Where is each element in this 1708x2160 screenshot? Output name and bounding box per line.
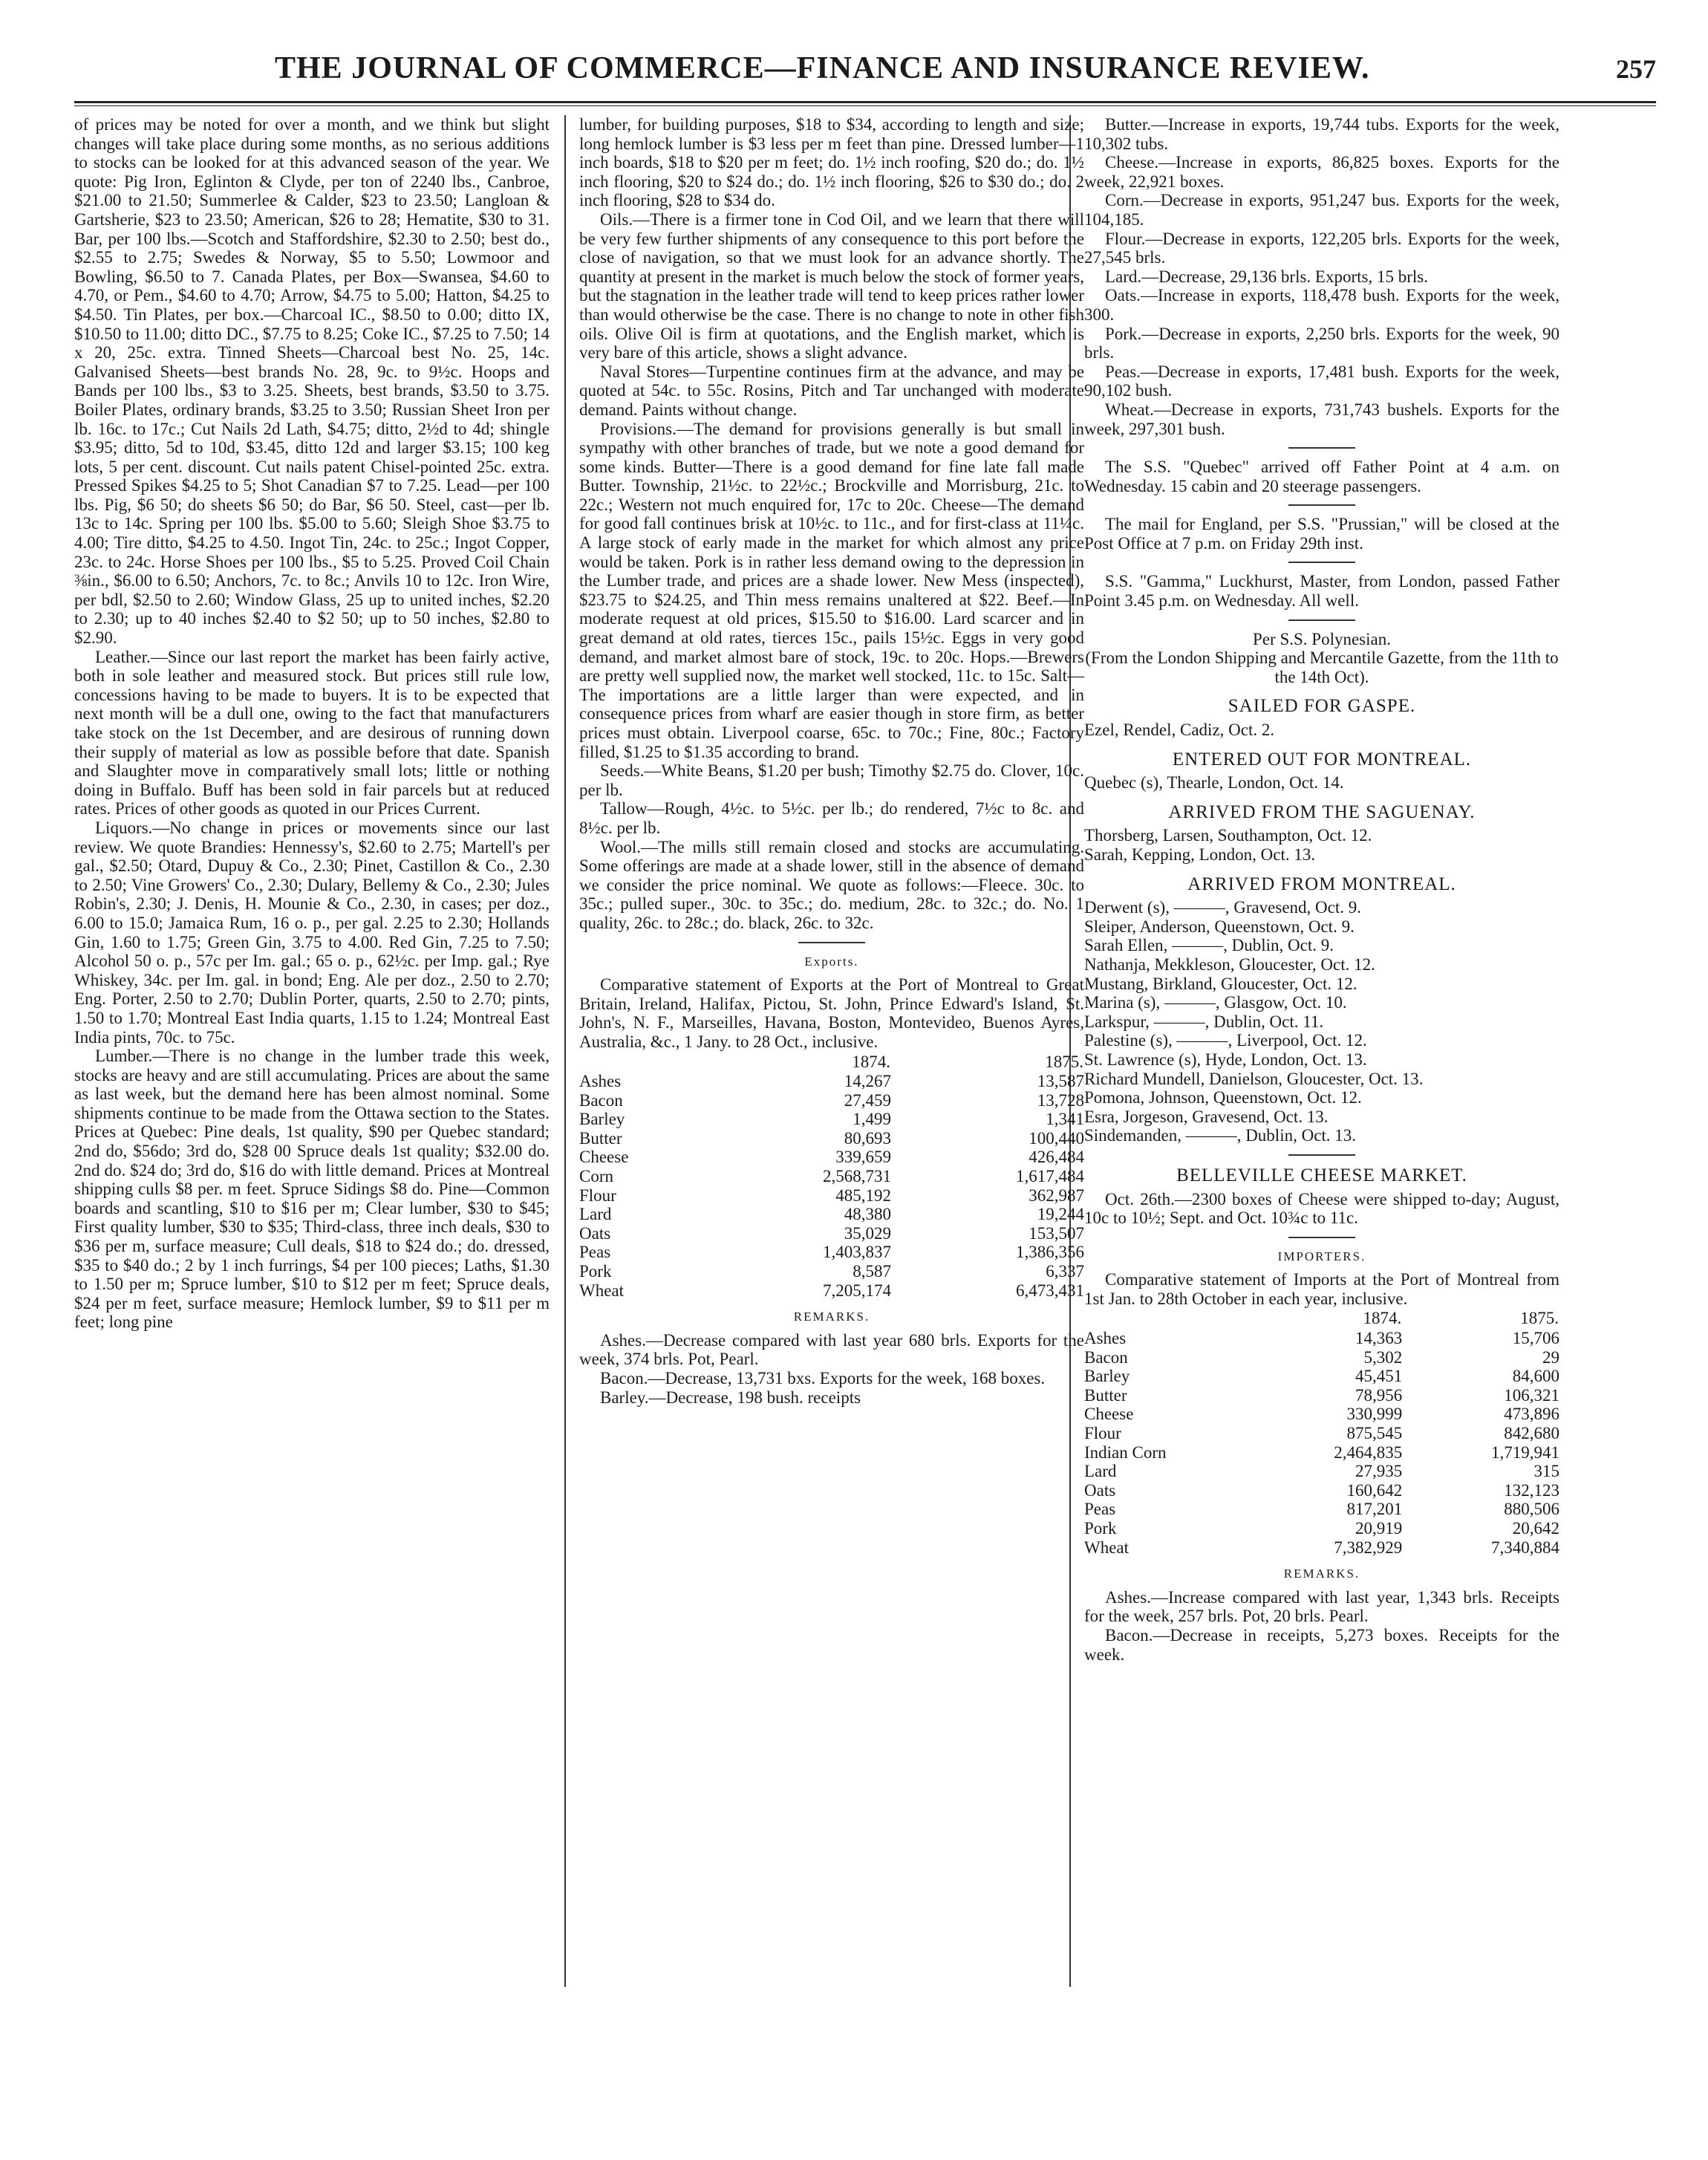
naval-stores-paragraph: Naval Stores—Turpentine continues firm at the advance, and may be quoted at 54c. to 55c. Rosins, Pitch and Tar unchanged with moderate demand. Paints without change. <box>579 362 1084 419</box>
table-row <box>579 1167 1084 1186</box>
table-row <box>579 1205 1084 1224</box>
remark-oats: Oats.—Increase in exports, 118,478 bush. Exports for the week, 300. <box>1084 286 1559 324</box>
journal-title: THE JOURNAL OF COMMERCE—FINANCE AND INSURANCE REVIEW. <box>275 51 1370 85</box>
row-label: Peas <box>579 1243 611 1262</box>
imports-table-header <box>1084 1308 1559 1329</box>
row-value: 339,659 <box>835 1148 891 1167</box>
remark-barley: Barley.—Decrease, 198 bush. receipts <box>600 1388 861 1407</box>
row-label: Barley <box>579 1110 625 1129</box>
row-value: 100,440 <box>1029 1128 1084 1148</box>
oils-paragraph: Oils.—There is a firmer tone in Cod Oil, and we learn that there will be very few further shipments of any consequence to this port before the close of navigation, so that we must look for an advance shortly. The quantity at present in the market is much below the stock of former years, but the stagnation in the leather trade will tend to keep prices rather lower than would otherwise be the case. There is no change to note in other fish oils. Olive Oil is firm at quotations, and the English market, which is very bare of this article, shows a slight advance. <box>579 209 1084 362</box>
row-value: 315 <box>1533 1462 1559 1481</box>
imports-table <box>1084 1308 1559 1557</box>
row-value: 1,386,356 <box>1016 1243 1084 1262</box>
table-row <box>579 1186 1084 1206</box>
row-value: 13,587 <box>1037 1072 1084 1091</box>
row-label: Barley <box>1084 1367 1130 1386</box>
row-value: 35,029 <box>844 1223 891 1243</box>
section-rule <box>1288 504 1355 506</box>
saguenay-heading: ARRIVED FROM THE SAGUENAY. <box>1168 801 1476 822</box>
header-rule-thin <box>74 105 1656 106</box>
table-row <box>1084 1500 1559 1519</box>
belleville-heading: BELLEVILLE CHEESE MARKET. <box>1176 1165 1467 1185</box>
gaspe-heading: SAILED FOR GASPE. <box>1228 696 1416 717</box>
news-quebec: The S.S. "Quebec" arrived off Father Point at 4 a.m. on Wednesday. 15 cabin and 20 steerage passengers. <box>1084 458 1559 495</box>
row-value: 153,507 <box>1029 1223 1084 1243</box>
page-header <box>74 51 1656 103</box>
seeds-paragraph: Seeds.—White Beans, $1.20 per bush; Timothy $2.75 do. Clover, 10c. per lb. <box>579 761 1084 799</box>
row-label: Bacon <box>1084 1347 1128 1367</box>
row-value: 14,267 <box>844 1072 891 1091</box>
table-row <box>1084 1367 1559 1386</box>
column-1 <box>74 115 550 1332</box>
iron-prices-paragraph: of prices may be noted for over a month, and we think but slight changes will take place during some months, as no serious additions to stocks can be looked for at this advanced season of the year. We quote: Pig Iron, Eglinton & Clyde, per ton of 2240 lbs., Canbroe, $21.00 to 21.50; Summerlee & Calder, $23 to 23.50; Langloan & Gartsherie, $23 to 23.50; American, $26 to 28; Hematite, $30 to 31. Bar, per 100 lbs.—Scotch and Staffordshire, $2.30 to 2.50; best do., $2.55 to 2.75; Swedes & Norway, $5 to 5.50; Lowmoor and Bowling, $6.50 to 7. Canada Plates, per Box—Swansea, $4.60 to 4.70, or Pem., $4.60 to 4.70; Arrow, $4.75 to 5.00; Hatton, $4.25 to $4.50. Tin Plates, per box.—Charcoal IC., $8.50 to 0.00; ditto IX, $10.50 to 11.00; ditto DC., $7.75 to 8.25; Coke IC., $7.25 to 7.50; 14 x 20, 25c. extra. Tinned Sheets—Charcoal best No. 25, 14c. Galvanised Sheets—best brands No. 28, 9c. to 9½c. Hoops and Bands per 100 lbs., $3 to 3.25. Sheets, best brands, $3.50 to 3.75. Boiler Plates, ordinary brands, $3.25 to 3.50; Russian Sheet Iron per lb. 16c. to 17c.; Cut Nails 2d Lath, $4.75; ditto, 2½d to 4d; shingle $3.95; ditto, 5d to 10d, $3.45, ditto 12d and larger $3.15; 100 keg lots, 5 per cent. discount. Cut nails patent Chisel-pointed 25c. extra. Pressed Spikes $4.25 to 5; Shot Canadian $7 to 7.25. Lead—per 100 lbs. Pig, $6 50; do sheets $6 50; do Bar, $6 50. Steel, cast—per lb. 13c to 14c. Spring per 100 lbs. $5.00 to 5.60; Sleigh Shoe $3.75 to 4.00; Tire ditto, $4.25 to 4.50. Ingot Tin, 24c. to 25c.; Ingot Copper, 23c. to 24c. Horse Shoes per 100 lbs., $5 to 5.25. Proved Coil Chain ⅜in., $6.00 to 6.50; Anchors, 7c. to 8c.; Anvils 10 to 12c. Iron Wire, per bdl, $2.50 to 2.60; Window Glass, 25 up to united inches, $2.20 to 2.30; up to 40 inches $2.40 to $2 50; up to 50 inches, $2.80 to $2.90. <box>74 115 550 648</box>
row-label: Butter <box>1084 1385 1127 1405</box>
remark-lard: Lard.—Decrease, 29,136 brls. Exports, 15 brls. <box>1105 267 1428 286</box>
row-label: Pork <box>579 1262 612 1281</box>
belleville-entry: Oct. 26th.—2300 boxes of Cheese were shipped to-day; August, 10c to 10½; Sept. and Oct. 10¾c to 11c. <box>1084 1189 1559 1228</box>
row-label: Wheat <box>579 1281 625 1300</box>
table-row <box>1084 1519 1559 1538</box>
row-label: Butter <box>579 1128 622 1148</box>
row-label: Lard <box>1084 1462 1117 1481</box>
exports-remarks-heading: REMARKS. <box>793 1310 870 1324</box>
arrival-entry: Sarah Ellen, ———, Dublin, Oct. 9. <box>1084 936 1334 955</box>
row-value: 1,719,941 <box>1491 1442 1559 1462</box>
saguenay-entry: Sarah, Kepping, London, Oct. 13. <box>1084 845 1316 864</box>
remark-corn: Corn.—Decrease in exports, 951,247 bus. Exports for the week, 104,185. <box>1084 191 1559 229</box>
row-value: 473,896 <box>1504 1405 1559 1424</box>
table-row <box>1084 1329 1559 1348</box>
remark-peas: Peas.—Decrease in exports, 17,481 bush. Exports for the week, 90,102 bush. <box>1084 362 1559 400</box>
row-value: 45,451 <box>1355 1367 1403 1386</box>
table-row <box>1084 1462 1559 1481</box>
arrival-entry: Nathanja, Mekkleson, Gloucester, Oct. 12. <box>1084 954 1375 974</box>
row-label: Bacon <box>579 1090 623 1110</box>
row-label: Indian Corn <box>1084 1442 1167 1462</box>
row-value: 330,999 <box>1346 1405 1403 1424</box>
row-label: Ashes <box>579 1072 622 1091</box>
row-value: 5,302 <box>1363 1347 1403 1367</box>
table-row <box>579 1129 1084 1148</box>
row-label: Oats <box>1084 1480 1116 1500</box>
polynesian-heading: Per S.S. Polynesian. <box>1253 629 1391 648</box>
row-label: Pork <box>1084 1519 1117 1538</box>
remark-wheat: Wheat.—Decrease in exports, 731,743 bushels. Exports for the week, 297,301 bush. <box>1084 400 1559 438</box>
row-value: 2,568,731 <box>822 1167 891 1186</box>
row-label: Corn <box>579 1167 613 1186</box>
row-value: 6,473,431 <box>1016 1281 1084 1300</box>
table-row <box>579 1262 1084 1281</box>
exports-intro: Comparative statement of Exports at the Port of Montreal to Great Britain, Ireland, Halifax, Pictou, St. John, Prince Edward's Island, St. John's, N. F., Marseilles, Havana, Boston, Montevideo, Buenos Ayres, Australia, &c., 1 Jany. to 28 Oct., inclusive. <box>579 975 1084 1051</box>
row-value: 19,244 <box>1037 1205 1084 1224</box>
row-value: 1,403,837 <box>822 1243 891 1262</box>
row-label: Peas <box>1084 1500 1116 1519</box>
table-row <box>1084 1348 1559 1367</box>
provisions-paragraph: Provisions.—The demand for provisions generally is but small in sympathy with other branches of trade, but we note a good demand for some kinds. Butter—There is a good demand for fine late fall made Butter. Township, 21½c. to 22½c.; Brockville and Morrisburg, 21c. to 22c.; Western not much enquired for, 17c to 20c. Cheese—The demand for good fall continues brisk at 10½c. to 11c., and for first-class at 11¼c. A large stock of early made in the market for which almost any price would be taken. Pork is in rather less demand owing to the depression in the Lumber trade, and prices are a shade lower. New Mess (inspected), $23.75 to $24.25, and Thin mess remains unaltered at $22. Beef.—In moderate request at old prices, $15.50 to $16.00. Lard scarcer and in great demand at old rates, tierces 15c., pails 15½c. Eggs in very good demand, and market almost bare of stock, 19c. to 20c. Hops.—Brewers are pretty well supplied now, the market well stocked, 11c. to 15c. Salt—The importations are a little larger than were expected, and in consequence prices from wharf are easier though in store firm, as better prices must obtain. Liverpool coarse, 65c. to 70c.; Fine, 80c.; Factory filled, $1.25 to $1.35 according to brand. <box>579 419 1084 761</box>
exports-table-header <box>579 1052 1084 1073</box>
entered-entry: Quebec (s), Thearle, London, Oct. 14. <box>1084 773 1344 793</box>
row-value: 27,459 <box>844 1090 891 1110</box>
row-label: Wheat <box>1084 1538 1130 1557</box>
tallow-paragraph: Tallow—Rough, 4½c. to 5½c. per lb.; do rendered, 7½c to 8c. and 8½c. per lb. <box>579 799 1084 837</box>
row-value: 13,728 <box>1037 1090 1084 1110</box>
row-value: 14,363 <box>1355 1329 1403 1348</box>
table-row <box>579 1224 1084 1243</box>
row-value: 7,340,884 <box>1491 1538 1559 1557</box>
row-value: 48,380 <box>844 1205 891 1224</box>
row-label: Flour <box>579 1185 616 1205</box>
header-rule <box>74 101 1656 103</box>
row-value: 362,987 <box>1029 1185 1084 1205</box>
row-value: 132,123 <box>1504 1480 1559 1500</box>
section-rule <box>1288 1154 1355 1156</box>
row-value: 106,321 <box>1504 1385 1559 1405</box>
table-row <box>579 1091 1084 1110</box>
row-value: 1,341 <box>1046 1110 1084 1129</box>
row-value: 1,617,484 <box>1016 1167 1084 1186</box>
row-value: 1,499 <box>853 1110 891 1129</box>
arrival-entry: Esra, Jorgeson, Gravesend, Oct. 13. <box>1084 1107 1329 1126</box>
leather-paragraph: Leather.—Since our last report the market has been fairly active, both in sole leather and measured stock. But prices still rule low, concessions having to be made to buyers. It is to be expected that next month will be a dull one, owing to the fact that manufacturers take stock on the 1st December, and are desirous of running down their supply of material as low as possible before that date. Spanish and Slaughter move in comparatively small lots; little or nothing doing in Buffalo. Buff has been sold in fair parcels but at reduced rates. Prices of other goods as quoted in our Prices Current. <box>74 647 550 819</box>
row-value: 7,382,929 <box>1334 1538 1403 1557</box>
exports-col-1875: 1875. <box>1045 1052 1083 1071</box>
row-value: 160,642 <box>1346 1480 1403 1500</box>
arrival-entry: Palestine (s), ———, Liverpool, Oct. 12. <box>1084 1031 1367 1050</box>
table-row <box>1084 1405 1559 1424</box>
remark-ashes: Ashes.—Decrease compared with last year 680 brls. Exports for the week, 374 brls. Pot, Pearl. <box>579 1330 1084 1369</box>
exports-table <box>579 1052 1084 1301</box>
row-value: 84,600 <box>1512 1367 1559 1386</box>
arrival-entry: Marina (s), ———, Glasgow, Oct. 10. <box>1084 993 1347 1012</box>
imports-heading: IMPORTERS. <box>1277 1249 1366 1263</box>
row-value: 842,680 <box>1504 1424 1559 1443</box>
remark-flour: Flour.—Decrease in exports, 122,205 brls. Exports for the week, 27,545 brls. <box>1084 229 1559 267</box>
polynesian-subheading: (From the London Shipping and Mercantile Gazette, from the 11th to the 14th Oct). <box>1085 648 1559 686</box>
column-3 <box>1084 115 1559 1664</box>
montreal-heading: ARRIVED FROM MONTREAL. <box>1187 874 1456 894</box>
table-row <box>579 1148 1084 1167</box>
arrivals-list <box>1084 898 1559 1145</box>
arrival-entry: Mustang, Birkland, Gloucester, Oct. 12. <box>1084 974 1357 993</box>
arrival-entry: Sleiper, Anderson, Queenstown, Oct. 9. <box>1084 917 1355 936</box>
row-value: 817,201 <box>1346 1500 1403 1519</box>
import-remark-ashes: Ashes.—Increase compared with last year, 1,343 brls. Receipts for the week, 257 brls. Pot, 20 brls. Pearl. <box>1084 1587 1559 1626</box>
imports-col-1875: 1875. <box>1520 1309 1559 1328</box>
section-rule <box>1288 562 1355 563</box>
lumber-paragraph: Lumber.—There is no change in the lumber trade this week, stocks are heavy and are still accumulating. Prices are about the same as last week, but the demand here has been almost nominal. Some shipments continue to be made from the Ottawa section to the States. Prices at Quebec: Pine deals, 1st quality, $90 per Quebec standard; 2nd do, $56do; 3rd do, $28 00 Spruce deals 1st quality; $32.00 do. 2nd do. $24 do; 3rd do, $16 do with little demand. Prices at Montreal shipping culls $8 per. m feet. Spruce Sidings $8 do. Pine—Common boards and scantling, $10 to $16 per m; Clear lumber, $30 to $45; First quality lumber, $30 to $35; Third-class, three inch deals, $30 to $36 per m, surface measure; Cull deals, $18 to $24 do.; do. dressed, $35 to $40 do.; 2 by 1 inch furrings, $4 per 100 pieces; Laths, $1.30 to 1.50 per m; Spruce lumber, $10 to $12 per m feet; Spruce deals, $24 per m feet, surface measure; Hemlock lumber, $9 to $11 per m feet; long pine <box>74 1047 550 1332</box>
gaspe-entry: Ezel, Rendel, Cadiz, Oct. 2. <box>1084 720 1275 740</box>
row-value: 6,337 <box>1046 1262 1084 1281</box>
arrival-entry: Richard Mundell, Danielson, Gloucester, Oct. 13. <box>1084 1069 1424 1088</box>
entered-heading: ENTERED OUT FOR MONTREAL. <box>1172 749 1472 770</box>
table-row <box>579 1243 1084 1262</box>
imports-intro: Comparative statement of Imports at the Port of Montreal from 1st Jan. to 28th October in each year, inclusive. <box>1084 1270 1559 1308</box>
remark-bacon: Bacon.—Decrease, 13,731 bxs. Exports for the week, 168 boxes. <box>600 1369 1046 1388</box>
row-value: 20,642 <box>1512 1519 1559 1538</box>
table-row <box>1084 1386 1559 1405</box>
section-rule <box>1288 619 1355 621</box>
exports-heading: Exports. <box>804 954 859 969</box>
row-value: 8,587 <box>853 1262 891 1281</box>
arrival-entry: St. Lawrence (s), Hyde, London, Oct. 13. <box>1084 1050 1367 1069</box>
import-remark-bacon: Bacon.—Decrease in receipts, 5,273 boxes. Receipts for the week. <box>1084 1625 1559 1664</box>
row-value: 485,192 <box>835 1185 891 1205</box>
arrival-entry: Sindemanden, ———, Dublin, Oct. 13. <box>1084 1126 1357 1145</box>
row-value: 80,693 <box>844 1128 891 1148</box>
wool-paragraph: Wool.—The mills still remain closed and stocks are accumulating. Some offerings are made at a shade lower, still in the absence of demand we consider the price nominal. We quote as follows:—Fleece. 30c. to 35c.; pulled super., 30c. to 35c.; do. medium, 28c. to 32c.; do. No. 1 quality, 26c. to 28c.; do. black, 26c. to 32c. <box>579 837 1084 932</box>
row-value: 15,706 <box>1512 1329 1559 1348</box>
table-row <box>579 1110 1084 1129</box>
table-row <box>1084 1538 1559 1558</box>
saguenay-entry: Thorsberg, Larsen, Southampton, Oct. 12. <box>1084 826 1372 845</box>
section-rule <box>798 942 865 943</box>
remark-butter: Butter.—Increase in exports, 19,744 tubs. Exports for the week, 10,302 tubs. <box>1084 115 1559 153</box>
row-value: 2,464,835 <box>1334 1442 1403 1462</box>
row-value: 78,956 <box>1355 1385 1403 1405</box>
row-label: Ashes <box>1084 1329 1127 1348</box>
row-value: 875,545 <box>1346 1424 1403 1443</box>
arrival-entry: Pomona, Johnson, Queenstown, Oct. 12. <box>1084 1088 1362 1107</box>
lumber-continued-paragraph: lumber, for building purposes, $18 to $34, according to length and size; long hemlock lumber is $3 less per m feet than pine. Dressed lumber—1 inch boards, $18 to $20 per m feet; do. 1½ inch roofing, $20 do.; do. 1½ inch flooring, $20 to $24 do.; do. 1½ inch flooring, $26 to $30 do.; do. 2 inch flooring, $28 to $34 do. <box>579 115 1084 210</box>
table-row <box>1084 1443 1559 1463</box>
arrival-entry: Derwent (s), ———, Gravesend, Oct. 9. <box>1084 898 1362 917</box>
row-value: 27,935 <box>1355 1462 1403 1481</box>
imports-col-1874: 1874. <box>1363 1309 1402 1328</box>
row-label: Oats <box>579 1223 611 1243</box>
row-label: Cheese <box>1084 1405 1134 1424</box>
remark-cheese: Cheese.—Increase in exports, 86,825 boxes. Exports for the week, 22,921 boxes. <box>1084 153 1559 191</box>
section-rule <box>1288 447 1355 449</box>
remark-pork: Pork.—Decrease in exports, 2,250 brls. Exports for the week, 90 brls. <box>1084 324 1559 362</box>
column-2 <box>579 115 1084 1407</box>
row-value: 426,484 <box>1029 1148 1084 1167</box>
arrival-entry: Larkspur, ———, Dublin, Oct. 11. <box>1084 1012 1324 1031</box>
section-rule <box>1288 1237 1355 1238</box>
row-value: 29 <box>1542 1347 1559 1367</box>
row-value: 880,506 <box>1504 1500 1559 1519</box>
column-divider-1 <box>564 115 566 1987</box>
row-label: Flour <box>1084 1424 1121 1443</box>
table-row <box>1084 1481 1559 1500</box>
table-row <box>1084 1424 1559 1443</box>
imports-remarks-heading: REMARKS. <box>1283 1567 1360 1581</box>
table-row <box>579 1072 1084 1091</box>
news-mail: The mail for England, per S.S. "Prussian," will be closed at the Post Office at 7 p.m. on Friday 29th inst. <box>1084 515 1559 553</box>
row-value: 7,205,174 <box>822 1281 891 1300</box>
liquors-paragraph: Liquors.—No change in prices or movements since our last review. We quote Brandies: Hennessy's, $2.60 to 2.75; Martell's per gal., $2.50; Otard, Dupuy & Co., 2.30; Pinet, Castillon & Co., 2.30 to 2.50; Vine Growers' Co., 2.30; Dulary, Bellemy & Co., 2.30; Jules Robin's, 2.30; J. Denis, H. Mounie & Co., 2.30, in cases; per doz., 6.00 to 15.0; Jamaica Rum, 16 o. p., per gal. 2.25 to 2.30; Hollands Gin, 1.60 to 1.75; Green Gin, 3.75 to 4.00. Red Gin, 7.25 to 7.50; Alcohol 50 o. p., 57c per Im. gal.; 65 o. p., 62½c. per Imp. gal.; Rye Whiskey, 34c. per Im. gal. in bond; Eng. Ale per doz., 2.50 to 2.70; Eng. Porter, 2.50 to 2.70; Dublin Porter, quarts, 2.50 to 2.70; pints, 1.50 to 1.70; Montreal East India quarts, 1.15 to 1.24; Montreal East India pints, 70c. to 75c. <box>74 818 550 1047</box>
exports-col-1874: 1874. <box>852 1052 890 1071</box>
row-value: 20,919 <box>1355 1519 1403 1538</box>
table-row <box>579 1281 1084 1301</box>
row-label: Cheese <box>579 1148 629 1167</box>
news-gamma: S.S. "Gamma," Luckhurst, Master, from London, passed Father Point 3.45 p.m. on Wednesday. All well. <box>1084 572 1559 611</box>
page-number: 257 <box>1616 54 1656 84</box>
row-label: Lard <box>579 1205 612 1224</box>
